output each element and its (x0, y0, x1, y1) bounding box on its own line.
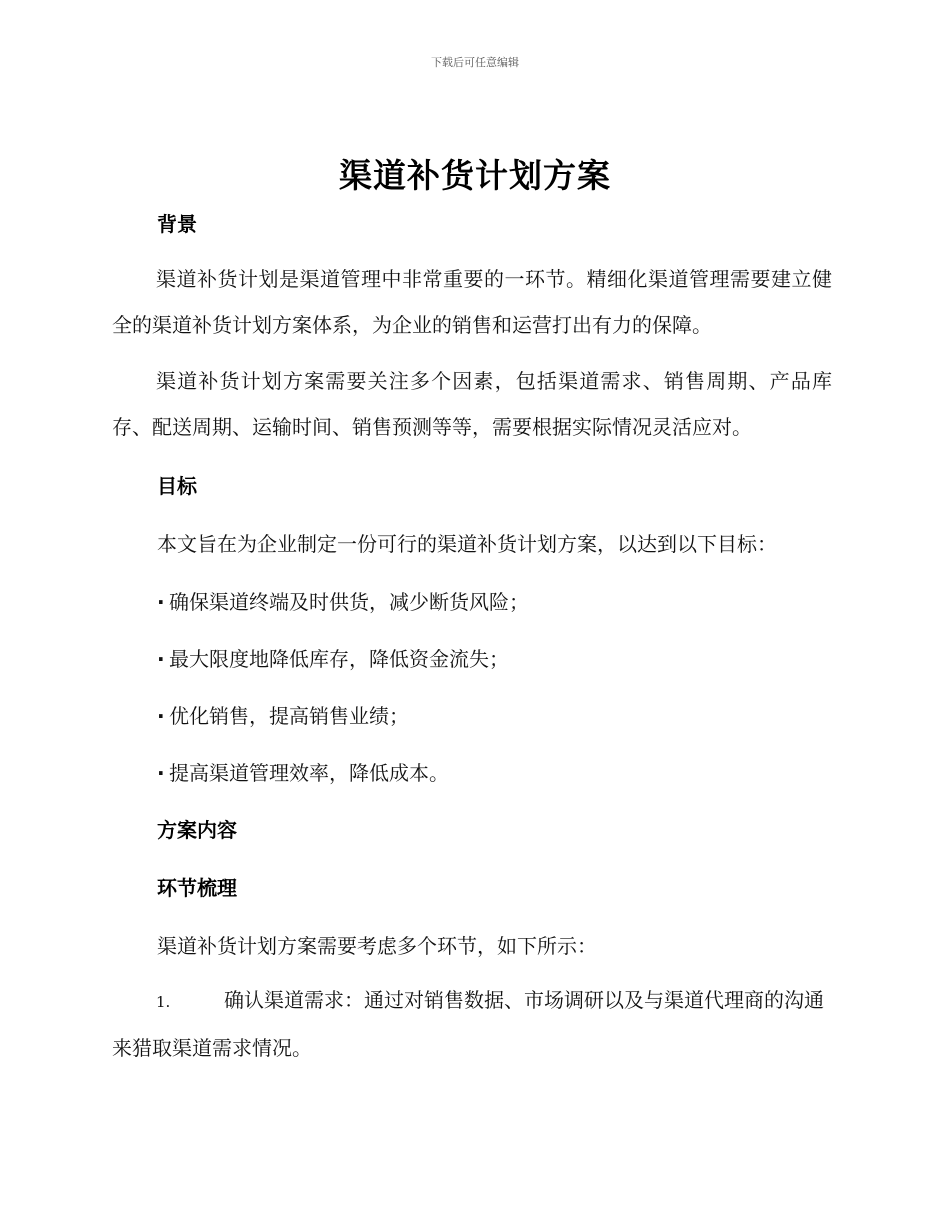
header-note: 下载后可任意编辑 (431, 56, 519, 69)
bullet-dot: · (157, 647, 165, 671)
list-number: 1. (156, 993, 171, 1011)
bullet-dot: · (157, 590, 165, 614)
document-title: 渠道补货计划方案 (339, 156, 611, 195)
subsection-heading-steps: 环节梳理 (157, 876, 237, 900)
background-paragraph-1: 渠道补货计划是渠道管理中非常重要的一环节。精细化渠道管理需要建立健全的渠道补货计划方案体系，为企业的销售和运营打出有力的保障。 (112, 267, 832, 337)
section-heading-background: 背景 (157, 212, 197, 236)
goal-text: 提高渠道管理效率，降低成本。 (169, 761, 449, 785)
goal-bullet-2 (157, 643, 509, 672)
goal-bullet-4 (157, 757, 449, 786)
goal-bullet-1 (157, 586, 529, 615)
section-heading-plan: 方案内容 (157, 818, 237, 842)
goal-text: 最大限度地降低库存，降低资金流失； (169, 647, 509, 671)
plan-item-1 (112, 977, 832, 1071)
goals-intro: 本文旨在为企业制定一份可行的渠道补货计划方案，以达到以下目标： (157, 532, 777, 556)
goal-bullet-3 (157, 700, 409, 729)
plan-intro: 渠道补货计划方案需要考虑多个环节，如下所示： (157, 934, 597, 958)
goal-text: 优化销售，提高销售业绩； (169, 704, 409, 728)
bullet-dot: · (157, 704, 165, 728)
list-item-text: 确认渠道需求：通过对销售数据、市场调研以及与渠道代理商的沟通来猎取渠道需求情况。 (112, 988, 824, 1060)
goal-text: 确保渠道终端及时供货，减少断货风险； (169, 590, 529, 614)
bullet-dot: · (157, 761, 165, 785)
section-heading-goals: 目标 (157, 474, 197, 498)
background-paragraph-2: 渠道补货计划方案需要关注多个因素，包括渠道需求、销售周期、产品库存、配送周期、运输时间、销售预测等等，需要根据实际情况灵活应对。 (112, 369, 832, 439)
